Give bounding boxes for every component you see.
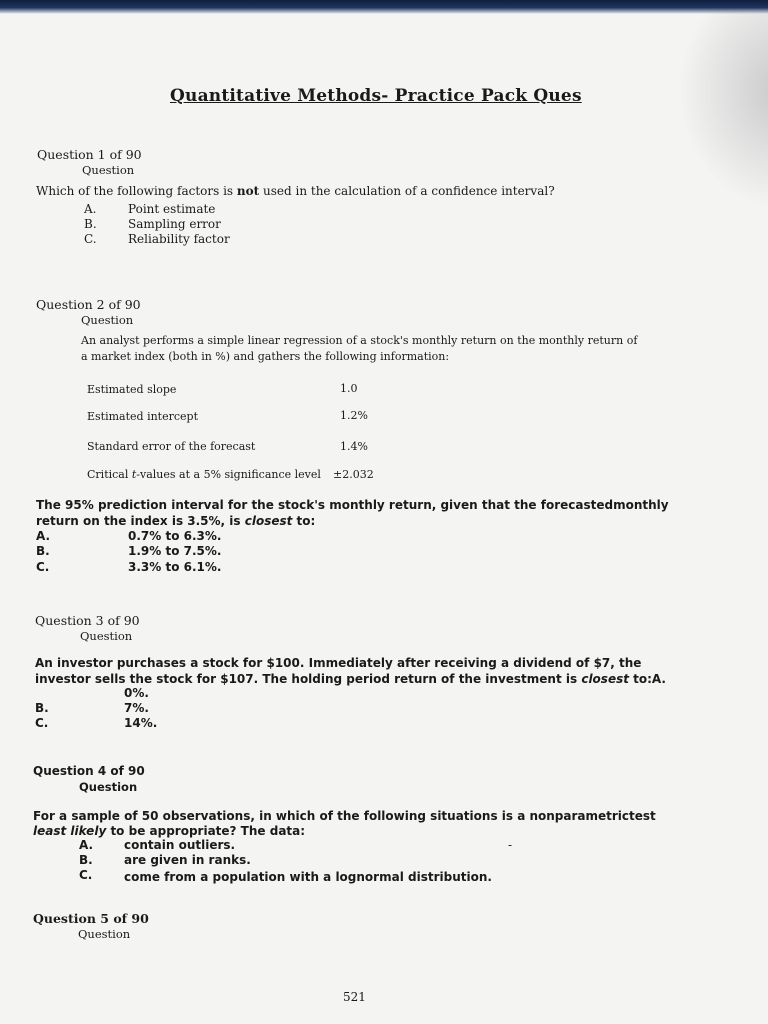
question-5-heading: Question 5 of 90 [33,911,149,926]
table-row-label-post: -values at a 5% significance level [136,468,321,481]
document-title: Quantitative Methods- Practice Pack Ques [170,86,582,106]
question-3-stem-line-1: An investor purchases a stock for $100. Immediately after receiving a dividend of $7, the [35,656,642,670]
question-2-option-b-letter: B. [36,544,50,558]
question-3-option-c-text: 14%. [124,716,158,730]
question-2-heading: Question 2 of 90 [36,297,141,312]
question-5-subheading: Question [78,927,131,941]
question-2-stem-pre: return on the index is 3.5%, is [36,514,245,528]
question-1-option-a-text: Point estimate [128,202,216,216]
question-4-option-a-text: contain outliers. [124,838,236,852]
question-2-stem-post: to: [292,514,316,528]
question-2-stem-line-1: The 95% prediction interval for the stock's monthly return, given that the forecastedmonthly [36,498,669,512]
question-2-option-c-letter: C. [36,560,50,574]
question-1-option-c-letter: C. [84,232,97,246]
question-3-stem-pre: investor sells the stock for $107. The holding period return of the investment is [35,672,582,686]
table-row-value: 1.4% [340,440,368,453]
table-row-label-pre: Critical [87,468,132,481]
question-3-stem-line-2 [35,671,666,687]
question-3-heading: Question 3 of 90 [35,613,140,628]
page-top-shadow [0,0,768,14]
question-4-option-c-text: come from a population with a lognormal distribution. [124,870,492,884]
question-1-option-b-letter: B. [84,217,97,231]
stray-mark: - [508,838,513,852]
question-4-stem-post: to be appropriate? The data: [106,824,306,838]
question-1-stem-post: used in the calculation of a confidence interval? [259,184,555,198]
question-4-option-b-text: are given in ranks. [124,853,251,867]
table-row-label-italic: t [131,468,137,481]
question-4-stem-italic: least likely [33,824,107,838]
question-4-stem-line-1: For a sample of 50 observations, in which of the following situations is a nonparametrictest [33,809,656,823]
question-1-option-b-text: Sampling error [128,217,221,231]
question-1-stem [36,184,555,198]
question-3-option-c-letter: C. [35,716,49,730]
table-row-label: Estimated intercept [87,410,198,423]
question-2-option-a-letter: A. [36,529,51,543]
table-row-value: ±2.032 [333,468,374,481]
question-4-heading: Question 4 of 90 [33,764,145,778]
question-1-option-c-text: Reliability factor [128,232,230,246]
question-2-intro-line-1: An analyst performs a simple linear regression of a stock's monthly return on the monthly return of [81,334,638,347]
question-2-option-b-text: 1.9% to 7.5%. [128,544,222,558]
question-2-intro-line-2: a market index (both in %) and gathers the following information: [81,350,450,363]
question-3-stem-italic: closest [581,672,629,686]
question-2-stem-italic: closest [244,514,293,528]
question-3-option-a-text: 0%. [124,686,149,700]
question-2-subheading: Question [81,313,134,327]
question-4-option-c-letter: C. [79,868,93,882]
question-1-option-a-letter: A. [84,202,97,216]
question-2-stem-line-2 [36,513,315,529]
table-row-label: Estimated slope [87,383,177,396]
question-4-subheading: Question [79,780,138,794]
page-number: 521 [343,990,366,1004]
question-2-option-a-text: 0.7% to 6.3%. [128,529,222,543]
page-corner-shadow [678,10,768,210]
question-1-stem-bold: not [236,184,260,198]
question-1-stem-pre: Which of the following factors is [36,184,237,198]
question-4-option-b-letter: B. [79,853,93,867]
table-row-value: 1.0 [340,382,358,395]
question-1-subheading: Question [82,163,135,177]
question-2-option-c-text: 3.3% to 6.1%. [128,560,222,574]
table-row-label [87,468,321,481]
question-3-option-b-letter: B. [35,701,49,715]
question-3-subheading: Question [80,629,133,643]
table-row-value: 1.2% [340,409,368,422]
question-4-option-a-letter: A. [79,838,94,852]
question-4-stem-line-2 [33,823,305,839]
question-1-heading: Question 1 of 90 [37,147,142,162]
question-3-stem-post: to:A. [628,672,666,686]
table-row-label: Standard error of the forecast [87,440,256,453]
question-3-option-b-text: 7%. [124,701,149,715]
